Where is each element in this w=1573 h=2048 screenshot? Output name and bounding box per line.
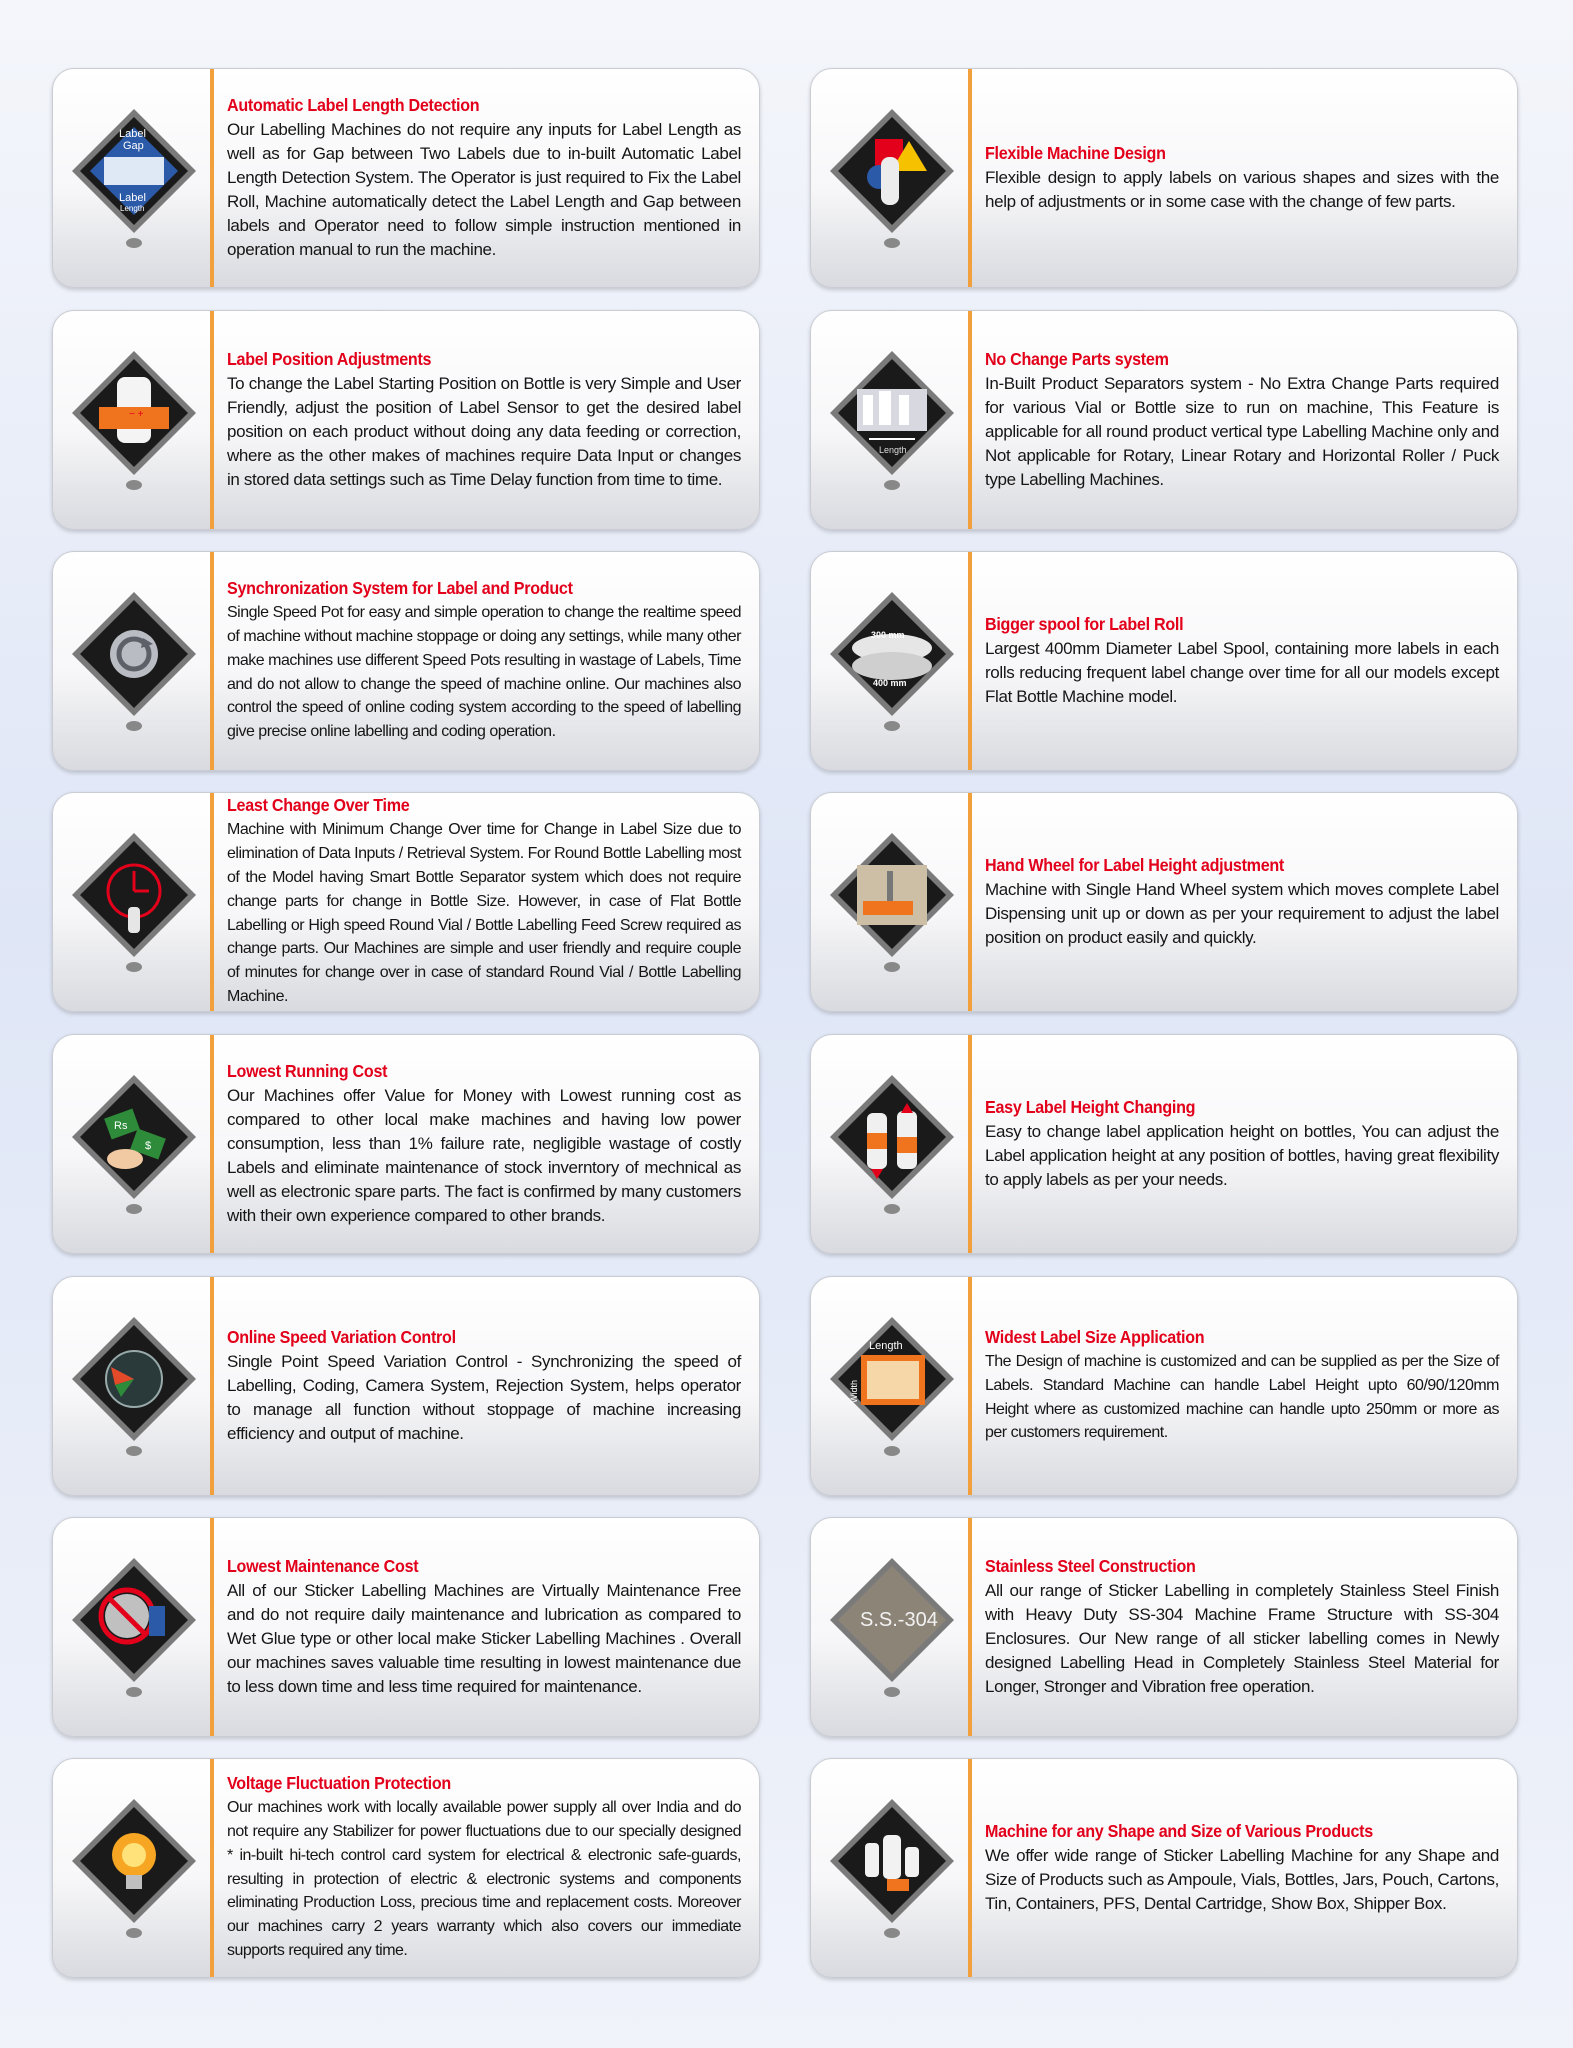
card-text	[985, 1759, 1499, 1977]
card-divider	[968, 311, 972, 529]
feature-card-speed-control	[52, 1276, 760, 1496]
feature-title: Voltage Fluctuation Protection	[227, 1773, 451, 1794]
feature-description: In-Built Product Separators system - No Extra Change Parts required for various Vial or Bottle size to run on machine, This Feature is applicable for all round product vertical type Labelling Machine only and Not applicable for Rotary, Linear Rotary and Horizontal Roller / Puck type Labelling Machines.	[985, 373, 1499, 489]
feature-description: Our machines work with locally available power supply all over India and do not require any Stabilizer for power fluctuations due to our specially designed * in-built hi-tech control card system for electrical & electronic safe-guards, resulting in protection of electric & electronic systems and components eliminating Production Loss, precious time and replacement costs. Moreover our machines carry 2 years warranty which also covers our immediate supports required any time.	[227, 1799, 741, 1959]
feature-card-bigger-spool	[810, 551, 1518, 771]
feature-card-hand-wheel	[810, 792, 1518, 1012]
card-text	[985, 69, 1499, 287]
card-divider	[968, 1277, 972, 1495]
feature-title: Automatic Label Length Detection	[227, 94, 480, 115]
feature-card-voltage	[52, 1758, 760, 1978]
feature-description: Easy to change label application height on bottles, You can adjust the Label application height at any position of bottles, having great flexibility to apply labels as per your needs.	[985, 1121, 1499, 1189]
feature-title: Bigger spool for Label Roll	[985, 613, 1184, 634]
ss304-plate-icon	[817, 1518, 967, 1738]
feature-description: Largest 400mm Diameter Label Spool, containing more labels in each rolls reducing frequent label change over time for all our models except Flat Bottle Machine model.	[985, 638, 1499, 706]
feature-title: Flexible Machine Design	[985, 142, 1166, 163]
feature-card-any-shape	[810, 1758, 1518, 1978]
feature-description: Single Speed Pot for easy and simple operation to change the realtime speed of machine without machine stoppage or doing any settings, while many other make machines use different Speed Pots resulting in wastage of Labels, Time and do not allow to change the speed of machine online. Our machines also control the speed of online coding system according to the speed of labelling give precise online labelling and coding operation.	[227, 604, 741, 741]
feature-card-maintenance	[52, 1517, 760, 1737]
icon-label-gap-text-3: Label	[119, 192, 146, 204]
feature-card-flexible-design	[810, 68, 1518, 288]
card-text	[985, 1277, 1499, 1495]
icon-money-text-2: $	[145, 1140, 152, 1152]
bottle-position-icon	[59, 311, 209, 531]
feature-title: Least Change Over Time	[227, 795, 410, 816]
feature-title: Stainless Steel Construction	[985, 1555, 1196, 1576]
feature-title: Machine for any Shape and Size of Various Products	[985, 1820, 1373, 1841]
feature-description: The Design of machine is customized and can be supplied as per the Size of Labels. Standard Machine can handle Label Height upto 60/90/120mm Height where as customized machine can handle upto 250mm or more as per customers requirement.	[985, 1352, 1499, 1442]
card-text	[985, 1518, 1499, 1736]
sync-icon	[59, 552, 209, 772]
icon-label-gap-text-2: Gap	[123, 140, 144, 152]
feature-title: Lowest Maintenance Cost	[227, 1555, 419, 1576]
card-divider	[210, 1035, 214, 1253]
icon-size-text-2: Width	[849, 1379, 859, 1403]
card-text	[227, 1277, 741, 1495]
card-text	[227, 552, 741, 770]
feature-description: Our Machines offer Value for Money with Lowest running cost as compared to other local make machines and having low power consumption, less than 1% failure rate, negligible wastage of costly Labels and eliminate maintenance of stock inverntory of mechnical as well as electronic spare parts. The fact is confirmed by many customers with their own experience compared to other brands.	[227, 1085, 741, 1225]
money-hand-icon	[59, 1035, 209, 1255]
feature-card-change-over	[52, 792, 760, 1012]
feature-card-no-change-parts	[810, 310, 1518, 530]
card-text	[985, 1035, 1499, 1253]
feature-card-label-length	[52, 68, 760, 288]
products-icon	[817, 1759, 967, 1979]
card-divider	[968, 793, 972, 1011]
card-divider	[968, 1035, 972, 1253]
card-divider	[968, 1759, 972, 1977]
feature-title: Online Speed Variation Control	[227, 1326, 456, 1347]
card-divider	[210, 1277, 214, 1495]
svg-text:− +: − +	[129, 409, 144, 420]
card-text	[985, 311, 1499, 529]
feature-description: All our range of Sticker Labelling in completely Stainless Steel Finish with Heavy Duty SS-304 Machine Frame Structure with SS-304 Enclosures. Our New range of all sticker labelling comes in Newly designed Labelling Head in Completely Stainless Steel Material for Longer, Stronger and Vibration free operation.	[985, 1580, 1499, 1696]
card-divider	[210, 552, 214, 770]
feature-title: Synchronization System for Label and Product	[227, 578, 573, 599]
feature-title: Label Position Adjustments	[227, 348, 432, 369]
card-text	[227, 1759, 741, 1977]
shapes-icon	[817, 69, 967, 289]
icon-label-gap-text-4: Length	[120, 204, 145, 213]
card-divider	[968, 69, 972, 287]
card-divider	[210, 69, 214, 287]
card-text	[227, 793, 741, 1011]
card-text	[227, 1035, 741, 1253]
icon-size-text-1: Length	[869, 1340, 903, 1352]
feature-description: To change the Label Starting Position on Bottle is very Simple and User Friendly, adjust the position of Label Sensor to get the desired label position on each product without doing any data feeding or correction, where as the other makes of machines require Data Input or changes in stored data settings such as Time Delay function from time to time.	[227, 373, 741, 489]
icon-spool-text-2: 400 mm	[873, 678, 907, 688]
card-text	[985, 793, 1499, 1011]
icon-length-text: Length	[879, 445, 907, 455]
card-text	[227, 1518, 741, 1736]
bottles-length-icon	[817, 311, 967, 531]
feature-card-label-size	[810, 1276, 1518, 1496]
hand-wheel-icon	[817, 793, 967, 1013]
feature-card-label-position	[52, 310, 760, 530]
speedometer-icon	[59, 1277, 209, 1497]
card-divider	[210, 1518, 214, 1736]
feature-description: Machine with Single Hand Wheel system which moves complete Label Dispensing unit up or down as per your requirement to adjust the label position on product easily and quickly.	[985, 879, 1499, 947]
feature-description: Machine with Minimum Change Over time for Change in Label Size due to elimination of Data Inputs / Retrieval System. For Round Bottle Labelling most of the Model having Smart Bottle Separator system which does not require change parts for change in Bottle Size. However, in case of Flat Bottle Labelling or High speed Round Vial / Bottle Labelling Feed Screw required as change parts. Our Machines are simple and user friendly and require couple of minutes for change over in case of standard Round Vial / Bottle Labelling Machine.	[227, 821, 741, 1005]
feature-description: All of our Sticker Labelling Machines are Virtually Maintenance Free and do not require daily maintenance and lubrication as compared to Wet Glue type or other local make Sticker Labelling Machines . Overall our machines saves valuable time resulting in lowest maintenance due to less down time and less time required for maintenance.	[227, 1580, 741, 1696]
card-text	[227, 311, 741, 529]
label-size-icon	[817, 1277, 967, 1497]
feature-title: Widest Label Size Application	[985, 1326, 1205, 1347]
feature-card-label-height	[810, 1034, 1518, 1254]
icon-money-text-1: Rs	[114, 1120, 128, 1132]
icon-spool-text-1: 300 mm	[871, 630, 905, 640]
feature-title: Lowest Running Cost	[227, 1060, 388, 1081]
card-text	[227, 69, 741, 287]
card-divider	[968, 1518, 972, 1736]
feature-description: We offer wide range of Sticker Labelling Machine for any Shape and Size of Products such as Ampoule, Vials, Bottles, Jars, Pouch, Cartons, Tin, Containers, PFS, Dental Cartridge, Show Box, Shipper Box.	[985, 1845, 1499, 1913]
feature-description: Single Point Speed Variation Control - Synchronizing the speed of Labelling, Coding, Camera System, Rejection System, helps operator to manage all function without stoppage of machine increasing efficiency and output of machine.	[227, 1351, 741, 1443]
light-bulb-icon	[59, 1759, 209, 1979]
feature-description: Our Labelling Machines do not require any inputs for Label Length as well as for Gap between Two Labels due to in-built Automatic Label Length Detection System. The Operator is just required to Fix the Label Roll, Machine automatically detect the Label Length and Gap between labels and Operator need to follow simple instruction mentioned in operation manual to run the machine.	[227, 119, 741, 259]
feature-card-running-cost	[52, 1034, 760, 1254]
feature-card-synchronization	[52, 551, 760, 771]
icon-ss304-text: S.S.-304	[860, 1609, 938, 1631]
feature-title: Hand Wheel for Label Height adjustment	[985, 854, 1285, 875]
feature-card-stainless-steel	[810, 1517, 1518, 1737]
card-divider	[968, 552, 972, 770]
clock-wrench-icon	[59, 793, 209, 1013]
feature-title: No Change Parts system	[985, 348, 1169, 369]
card-text	[985, 552, 1499, 770]
height-arrows-icon	[817, 1035, 967, 1255]
card-divider	[210, 793, 214, 1011]
card-divider	[210, 311, 214, 529]
card-divider	[210, 1759, 214, 1977]
icon-label-gap-text-1: Label	[119, 128, 146, 140]
label-gap-icon	[59, 69, 209, 289]
label-spool-icon	[817, 552, 967, 772]
feature-title: Easy Label Height Changing	[985, 1096, 1196, 1117]
feature-description: Flexible design to apply labels on various shapes and sizes with the help of adjustments or in some case with the change of few parts.	[985, 167, 1499, 211]
no-maintenance-icon	[59, 1518, 209, 1738]
